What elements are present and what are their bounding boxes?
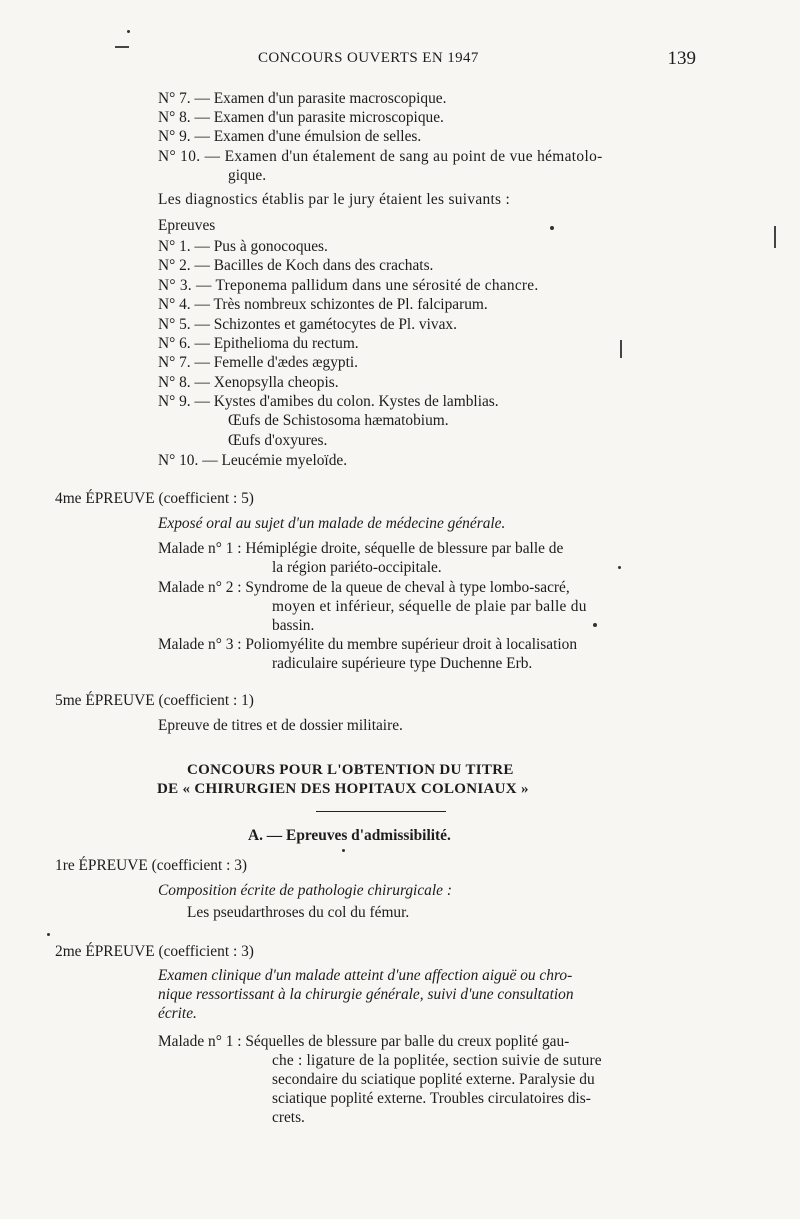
scan-speck: [47, 933, 50, 936]
exam-item-10-cont: gique.: [228, 167, 267, 184]
malade-2-line-2: moyen et inférieur, séquelle de plaie par balle du: [272, 598, 587, 615]
section-divider: [316, 811, 446, 812]
malade-2-line-1: Malade n° 2 : Syndrome de la queue de cheval à type lombo-sacré,: [158, 579, 570, 596]
scan-speck: [593, 623, 597, 627]
diagnostic-10: N° 10. — Leucémie myeloïde.: [158, 452, 348, 469]
exam-item-10: N° 10. — Examen d'un étalement de sang au point de vue hématolo-: [158, 148, 603, 165]
diagnostic-2: N° 2. — Bacilles de Koch dans des crachats.: [158, 257, 434, 274]
scan-speck: [620, 340, 622, 358]
diagnostic-8: N° 8. — Xenopsylla cheopis.: [158, 374, 339, 391]
diagnostic-5: N° 5. — Schizontes et gamétocytes de Pl. vivax.: [158, 316, 457, 333]
malade-1-line-2: la région pariéto-occipitale.: [272, 559, 442, 576]
scan-speck: [342, 849, 345, 852]
epreuve-4-heading: 4me ÉPREUVE (coefficient : 5): [55, 490, 254, 507]
exam-item-9: N° 9. — Examen d'une émulsion de selles.: [158, 128, 422, 145]
diagnostic-9-cont-2: Œufs d'oxyures.: [228, 432, 328, 449]
diagnostic-6: N° 6. — Epithelioma du rectum.: [158, 335, 359, 352]
chir-malade-1-line-2: che : ligature de la poplitée, section suivie de suture: [272, 1052, 602, 1069]
malade-2-line-3: bassin.: [272, 617, 315, 634]
epreuve-2-heading: 2me ÉPREUVE (coefficient : 3): [55, 943, 254, 960]
epreuve-1-heading: 1re ÉPREUVE (coefficient : 3): [55, 857, 248, 874]
chir-malade-1-line-1: Malade n° 1 : Séquelles de blessure par balle du creux poplité gau-: [158, 1033, 570, 1050]
diagnostic-3: N° 3. — Treponema pallidum dans une sérosité de chancre.: [158, 277, 539, 294]
scan-speck: [115, 46, 129, 48]
section-title-line-2: DE « CHIRURGIEN DES HOPITAUX COLONIAUX »: [157, 781, 529, 797]
scan-speck: [127, 30, 130, 33]
epreuve-5-heading: 5me ÉPREUVE (coefficient : 1): [55, 692, 254, 709]
epreuves-heading: Epreuves: [158, 217, 216, 234]
epreuve-2-subject-line-1: Examen clinique d'un malade atteint d'une affection aiguë ou chro-: [158, 967, 573, 984]
page-number: 139: [667, 48, 696, 69]
scan-speck: [774, 226, 776, 248]
page-header: [258, 48, 696, 74]
chir-malade-1-line-3: secondaire du sciatique poplité externe. Paralysie du: [272, 1071, 595, 1088]
epreuve-1-subject: Composition écrite de pathologie chirurgicale :: [158, 882, 452, 899]
diagnostic-4: N° 4. — Très nombreux schizontes de Pl. falciparum.: [158, 296, 488, 313]
diagnostic-7: N° 7. — Femelle d'ædes ægypti.: [158, 354, 359, 371]
epreuve-2-subject-line-3: écrite.: [158, 1005, 197, 1022]
running-title: CONCOURS OUVERTS EN 1947: [258, 50, 479, 66]
section-title-line-1: CONCOURS POUR L'OBTENTION DU TITRE: [187, 762, 514, 778]
epreuve-1-topic: Les pseudarthroses du col du fémur.: [187, 904, 410, 921]
diagnostic-1: N° 1. — Pus à gonocoques.: [158, 238, 328, 255]
malade-3-line-2: radiculaire supérieure type Duchenne Erb.: [272, 655, 533, 672]
malade-1-line-1: Malade n° 1 : Hémiplégie droite, séquelle de blessure par balle de: [158, 540, 564, 557]
exam-item-7: N° 7. — Examen d'un parasite macroscopique.: [158, 90, 447, 107]
chir-malade-1-line-4: sciatique poplité externe. Troubles circulatoires dis-: [272, 1090, 591, 1107]
exam-item-8: N° 8. — Examen d'un parasite microscopique.: [158, 109, 444, 126]
malade-3-line-1: Malade n° 3 : Poliomyélite du membre supérieur droit à localisation: [158, 636, 578, 653]
diagnostic-9: N° 9. — Kystes d'amibes du colon. Kystes de lamblias.: [158, 393, 499, 410]
chir-malade-1-line-5: crets.: [272, 1109, 305, 1126]
scan-speck: [550, 226, 554, 230]
subsection-heading: A. — Epreuves d'admissibilité.: [248, 827, 451, 844]
epreuve-2-subject-line-2: nique ressortissant à la chirurgie générale, suivi d'une consultation: [158, 986, 574, 1003]
epreuve-4-subject: Exposé oral au sujet d'un malade de médecine générale.: [158, 515, 506, 532]
diagnostics-intro: Les diagnostics établis par le jury étaient les suivants :: [158, 191, 511, 208]
scan-speck: [618, 566, 621, 569]
diagnostic-9-cont-1: Œufs de Schistosoma hæmatobium.: [228, 412, 449, 429]
epreuve-5-subject: Epreuve de titres et de dossier militaire.: [158, 717, 403, 734]
